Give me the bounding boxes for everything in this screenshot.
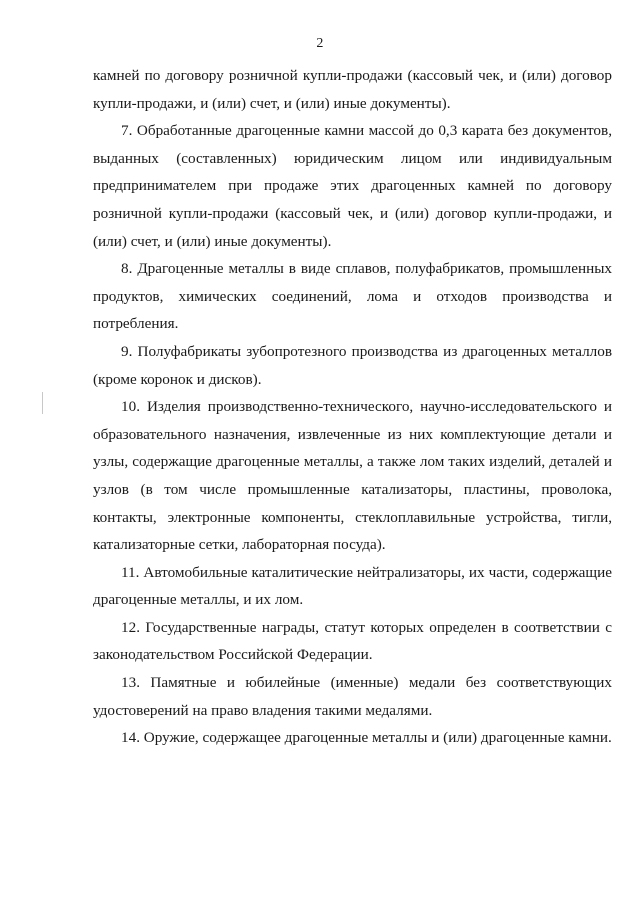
paragraph-item-7: 7. Обработанные драгоценные камни массой до 0,3 карата без документов, выданных (составленных) юридическим лицом или индивидуальным предпринимателем при продаже этих драгоценных камней по договору розничной купли-продажи (кассовый чек, и (или) договор купли-продажи, и (или) счет, и (или) иные документы).	[93, 122, 612, 250]
paragraph-item-9: 9. Полуфабрикаты зубопротезного производства из драгоценных металлов (кроме коронок и дисков).	[93, 342, 612, 388]
paragraph-item-8: 8. Драгоценные металлы в виде сплавов, полуфабрикатов, промышленных продуктов, химических соединений, лома и отходов производства и потребления.	[93, 260, 612, 333]
paragraph-item-14: 14. Оружие, содержащее драгоценные металлы и (или) драгоценные камни.	[121, 729, 612, 747]
paragraph-continuation: камней по договору розничной купли-продажи (кассовый чек, и (или) договор купли-продажи, и (или) счет, и (или) иные документы).	[93, 67, 612, 112]
margin-mark	[42, 392, 43, 414]
document-body	[93, 62, 612, 752]
page-number: 2	[316, 36, 324, 51]
paragraph-item-10: 10. Изделия производственно-технического, научно-исследовательского и образовательного назначения, извлеченные из них комплектующие детали и узлы, содержащие драгоценные металлы, а также лом таких изделий, деталей и узлов (в том числе промышленные катализаторы, пластины, проволока, контакты, электронные компоненты, стеклоплавильные устройства, тигли, катализаторные сетки, лабораторная посуда).	[93, 398, 612, 554]
paragraph-item-13: 13. Памятные и юбилейные (именные) медали без соответствующих удостоверений на право владения такими медалями.	[93, 674, 612, 719]
paragraph-item-11: 11. Автомобильные каталитические нейтрализаторы, их части, содержащие драгоценные металлы, и их лом.	[93, 563, 612, 609]
paragraph-item-12: 12. Государственные награды, статут которых определен в соответствии с законодательством Российской Федерации.	[93, 618, 612, 664]
